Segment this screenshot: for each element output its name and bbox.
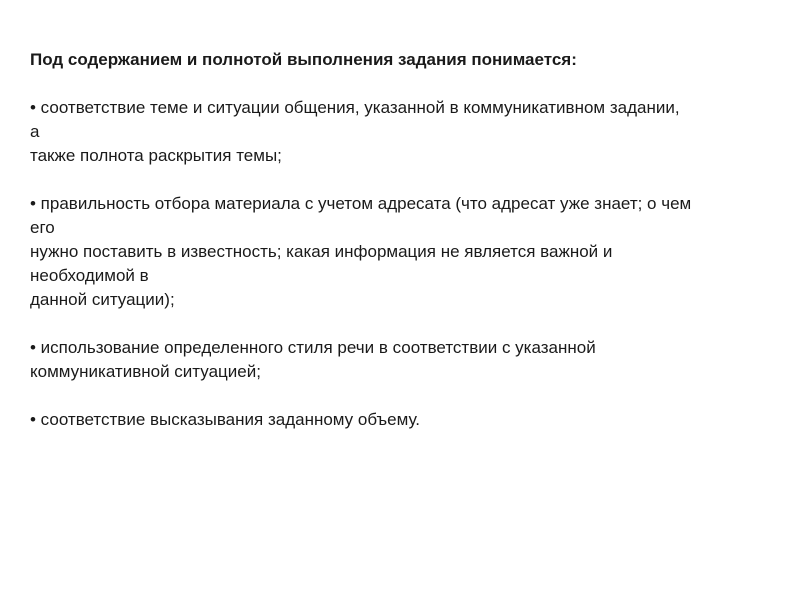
list-item-line: нужно поставить в известность; какая информация не является важной и xyxy=(30,242,613,261)
list-item-line: коммуникативной ситуацией; xyxy=(30,362,261,381)
spacer xyxy=(30,72,796,96)
spacer xyxy=(30,384,796,408)
list-item-line: данной ситуации); xyxy=(30,290,175,309)
list-item-material-selection xyxy=(30,192,796,312)
list-item-volume xyxy=(30,408,796,432)
list-item-line: • соответствие теме и ситуации общения, указанной в коммуникативном задании, xyxy=(30,98,680,117)
list-item-topic-relevance xyxy=(30,96,796,168)
list-item-line: • правильность отбора материала с учетом адресата (что адресат уже знает; о чем xyxy=(30,194,692,213)
list-item-speech-style xyxy=(30,336,796,384)
slide-heading: Под содержанием и полнотой выполнения задания понимается: xyxy=(30,50,577,69)
spacer xyxy=(30,312,796,336)
list-item-line: • соответствие высказывания заданному объему. xyxy=(30,410,421,429)
list-item-line: его xyxy=(30,218,55,237)
list-item-line: • использование определенного стиля речи в соответствии с указанной xyxy=(30,338,596,357)
list-item-line: необходимой в xyxy=(30,266,149,285)
spacer xyxy=(30,168,796,192)
slide-content xyxy=(30,48,796,432)
list-item-line: также полнота раскрытия темы; xyxy=(30,146,282,165)
list-item-line: а xyxy=(30,122,40,141)
